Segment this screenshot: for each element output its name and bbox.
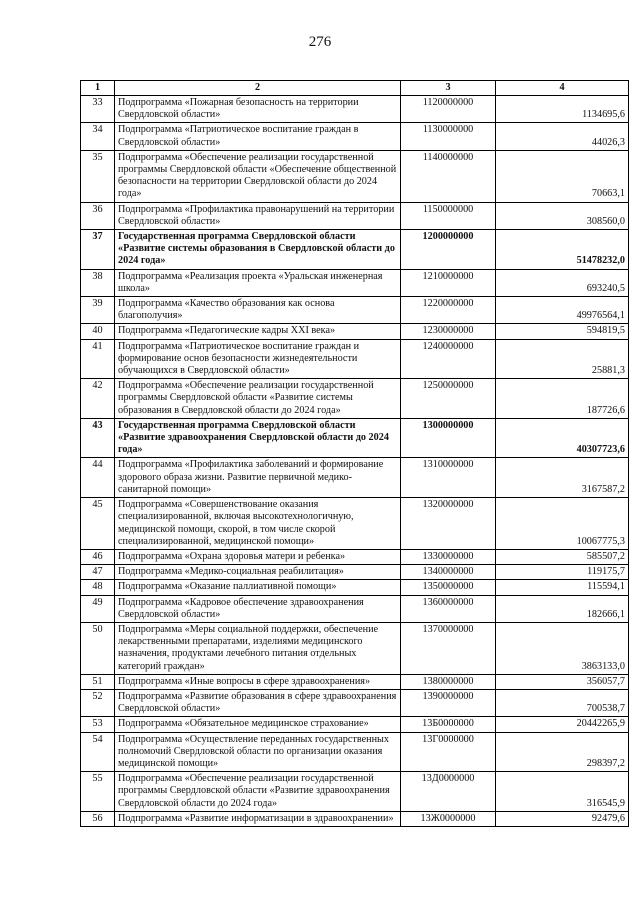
row-amount: 119175,7 (496, 565, 629, 580)
row-code: 1130000000 (401, 123, 496, 150)
row-amount: 115594,1 (496, 580, 629, 595)
row-code: 1380000000 (401, 674, 496, 689)
row-number: 35 (81, 150, 115, 202)
table-row (81, 379, 629, 419)
row-code: 13Б0000000 (401, 717, 496, 732)
row-amount: 594819,5 (496, 324, 629, 339)
row-name: Подпрограмма «Обеспечение реализации государственной программы Свердловской области «Обеспечение общественной безопасности на территории Свердловской области до 2024 года» (115, 150, 401, 202)
table-row (81, 580, 629, 595)
row-amount: 356057,7 (496, 674, 629, 689)
table-row (81, 150, 629, 202)
row-number: 39 (81, 297, 115, 324)
header-col-3: 3 (401, 81, 496, 96)
budget-table (80, 80, 629, 827)
row-code: 1200000000 (401, 230, 496, 270)
row-name: Подпрограмма «Осуществление переданных государственных полномочий Свердловской области по организации оказания медицинской помощи» (115, 732, 401, 772)
row-name: Подпрограмма «Иные вопросы в сфере здравоохранения» (115, 674, 401, 689)
table-row (81, 202, 629, 229)
row-code: 1240000000 (401, 339, 496, 379)
table-row (81, 689, 629, 716)
row-amount: 187726,6 (496, 379, 629, 419)
row-number: 53 (81, 717, 115, 732)
row-code: 1370000000 (401, 622, 496, 674)
row-name: Подпрограмма «Меры социальной поддержки, обеспечение лекарственными препаратами, изделиями медицинского назначения, продуктами лечебного питания отдельных категорий граждан» (115, 622, 401, 674)
row-amount: 3167587,2 (496, 458, 629, 498)
row-amount: 308560,0 (496, 202, 629, 229)
row-name: Подпрограмма «Оказание паллиативной помощи» (115, 580, 401, 595)
row-amount: 25881,3 (496, 339, 629, 379)
header-col-2: 2 (115, 81, 401, 96)
row-number: 48 (81, 580, 115, 595)
row-number: 33 (81, 96, 115, 123)
row-name: Подпрограмма «Охрана здоровья матери и ребенка» (115, 549, 401, 564)
row-number: 36 (81, 202, 115, 229)
row-code: 1220000000 (401, 297, 496, 324)
row-code: 1300000000 (401, 418, 496, 458)
row-amount: 20442265,9 (496, 717, 629, 732)
row-number: 44 (81, 458, 115, 498)
row-code: 1320000000 (401, 498, 496, 550)
table-header-row (81, 81, 629, 96)
table-row (81, 458, 629, 498)
header-col-4: 4 (496, 81, 629, 96)
row-number: 47 (81, 565, 115, 580)
row-amount: 10067775,3 (496, 498, 629, 550)
row-number: 52 (81, 689, 115, 716)
table-row (81, 339, 629, 379)
row-code: 1310000000 (401, 458, 496, 498)
table-row (81, 230, 629, 270)
row-name: Подпрограмма «Профилактика заболеваний и формирование здорового образа жизни. Развитие первичной медико-санитарной помощи» (115, 458, 401, 498)
row-amount: 70663,1 (496, 150, 629, 202)
row-number: 56 (81, 811, 115, 826)
row-name: Подпрограмма «Развитие информатизации в здравоохранении» (115, 811, 401, 826)
row-name: Подпрограмма «Качество образования как основа благополучия» (115, 297, 401, 324)
table-row (81, 565, 629, 580)
table-row (81, 297, 629, 324)
page-number: 276 (308, 34, 332, 50)
row-name: Подпрограмма «Совершенствование оказания специализированной, включая высокотехнологичную, медицинской помощи, скорой, в том числе скорой специализированной, медицинской помощи» (115, 498, 401, 550)
row-amount: 1134695,6 (496, 96, 629, 123)
table-row (81, 123, 629, 150)
row-amount: 40307723,6 (496, 418, 629, 458)
row-code: 1250000000 (401, 379, 496, 419)
table-row (81, 549, 629, 564)
row-name: Подпрограмма «Патриотическое воспитание граждан и формирование основ безопасности жизнедеятельности обучающихся в Свердловской области» (115, 339, 401, 379)
row-amount: 585507,2 (496, 549, 629, 564)
table-row (81, 418, 629, 458)
table-row (81, 717, 629, 732)
row-amount: 298397,2 (496, 732, 629, 772)
table-row (81, 324, 629, 339)
row-number: 54 (81, 732, 115, 772)
header-col-1: 1 (81, 81, 115, 96)
row-code: 1150000000 (401, 202, 496, 229)
row-code: 1140000000 (401, 150, 496, 202)
row-code: 13Д0000000 (401, 772, 496, 812)
row-name: Подпрограмма «Обязательное медицинское страхование» (115, 717, 401, 732)
row-number: 34 (81, 123, 115, 150)
table-row (81, 674, 629, 689)
row-name: Государственная программа Свердловской области «Развитие здравоохранения Свердловской области до 2024 года» (115, 418, 401, 458)
row-code: 1330000000 (401, 549, 496, 564)
row-name: Государственная программа Свердловской области «Развитие системы образования в Свердловской области до 2024 года» (115, 230, 401, 270)
row-code: 1390000000 (401, 689, 496, 716)
row-amount: 92479,6 (496, 811, 629, 826)
row-number: 41 (81, 339, 115, 379)
row-code: 1120000000 (401, 96, 496, 123)
row-amount: 44026,3 (496, 123, 629, 150)
row-code: 1350000000 (401, 580, 496, 595)
row-name: Подпрограмма «Кадровое обеспечение здравоохранения Свердловской области» (115, 595, 401, 622)
row-number: 42 (81, 379, 115, 419)
table-row (81, 498, 629, 550)
table-row (81, 622, 629, 674)
row-name: Подпрограмма «Педагогические кадры XXI века» (115, 324, 401, 339)
row-name: Подпрограмма «Патриотическое воспитание граждан в Свердловской области» (115, 123, 401, 150)
table-body (81, 96, 629, 827)
table-row (81, 772, 629, 812)
row-amount: 316545,9 (496, 772, 629, 812)
row-code: 13Г0000000 (401, 732, 496, 772)
row-number: 38 (81, 269, 115, 296)
table-row (81, 96, 629, 123)
row-amount: 51478232,0 (496, 230, 629, 270)
row-name: Подпрограмма «Обеспечение реализации государственной программы Свердловской области «Развитие системы образования в Свердловской области до 2024 года» (115, 379, 401, 419)
row-name: Подпрограмма «Развитие образования в сфере здравоохранения Свердловской области» (115, 689, 401, 716)
row-number: 45 (81, 498, 115, 550)
row-name: Подпрограмма «Реализация проекта «Уральская инженерная школа» (115, 269, 401, 296)
row-code: 1210000000 (401, 269, 496, 296)
row-number: 51 (81, 674, 115, 689)
row-amount: 182666,1 (496, 595, 629, 622)
row-amount: 700538,7 (496, 689, 629, 716)
row-amount: 693240,5 (496, 269, 629, 296)
row-name: Подпрограмма «Обеспечение реализации государственной программы Свердловской области «Развитие здравоохранения Свердловской области до 2024 года» (115, 772, 401, 812)
row-name: Подпрограмма «Пожарная безопасность на территории Свердловской области» (115, 96, 401, 123)
table-row (81, 269, 629, 296)
table-row (81, 732, 629, 772)
table-row (81, 811, 629, 826)
row-number: 46 (81, 549, 115, 564)
row-code: 1230000000 (401, 324, 496, 339)
row-code: 13Ж0000000 (401, 811, 496, 826)
row-code: 1360000000 (401, 595, 496, 622)
row-number: 40 (81, 324, 115, 339)
row-amount: 49976564,1 (496, 297, 629, 324)
row-number: 55 (81, 772, 115, 812)
row-code: 1340000000 (401, 565, 496, 580)
row-name: Подпрограмма «Профилактика правонарушений на территории Свердловской области» (115, 202, 401, 229)
row-name: Подпрограмма «Медико-социальная реабилитация» (115, 565, 401, 580)
row-amount: 3863133,0 (496, 622, 629, 674)
row-number: 50 (81, 622, 115, 674)
table-row (81, 595, 629, 622)
row-number: 37 (81, 230, 115, 270)
row-number: 43 (81, 418, 115, 458)
row-number: 49 (81, 595, 115, 622)
